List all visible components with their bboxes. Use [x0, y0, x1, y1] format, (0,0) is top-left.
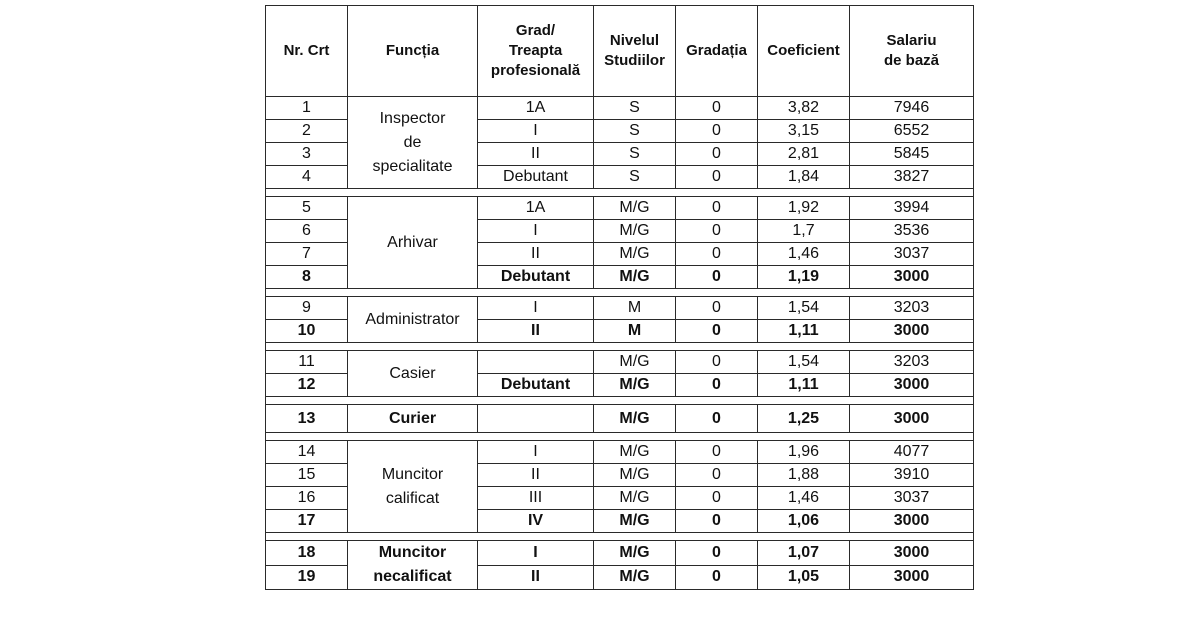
header-salariu: Salariu de bază [850, 6, 974, 97]
separator-cell [266, 533, 974, 541]
cell-nivel: M/G [594, 441, 676, 464]
cell-nivel: M/G [594, 510, 676, 533]
cell-nivel: S [594, 166, 676, 189]
cell-nivel: S [594, 97, 676, 120]
cell-gradatia: 0 [676, 297, 758, 320]
cell-nr: 14 [266, 441, 348, 464]
cell-coeficient: 1,05 [758, 565, 850, 590]
table-row [266, 197, 974, 220]
cell-nr: 9 [266, 297, 348, 320]
cell-nivel: M/G [594, 266, 676, 289]
cell-grad: I [478, 120, 594, 143]
cell-grad: II [478, 243, 594, 266]
cell-salariu: 3203 [850, 351, 974, 374]
cell-coeficient: 1,54 [758, 297, 850, 320]
cell-salariu: 3000 [850, 374, 974, 397]
cell-salariu: 3000 [850, 541, 974, 566]
cell-coeficient: 1,88 [758, 464, 850, 487]
cell-coeficient: 1,46 [758, 243, 850, 266]
cell-nr: 10 [266, 320, 348, 343]
cell-salariu: 3827 [850, 166, 974, 189]
cell-salariu: 3000 [850, 320, 974, 343]
salary-table [265, 5, 974, 590]
cell-nr: 19 [266, 565, 348, 590]
cell-salariu: 3994 [850, 197, 974, 220]
cell-grad: III [478, 487, 594, 510]
group-separator [266, 533, 974, 541]
cell-grad: 1A [478, 97, 594, 120]
cell-nivel: M/G [594, 565, 676, 590]
cell-grad: Debutant [478, 374, 594, 397]
cell-gradatia: 0 [676, 487, 758, 510]
cell-nr: 16 [266, 487, 348, 510]
cell-grad: 1A [478, 197, 594, 220]
cell-salariu: 3203 [850, 297, 974, 320]
cell-grad: I [478, 541, 594, 566]
cell-coeficient: 2,81 [758, 143, 850, 166]
cell-nivel: M/G [594, 374, 676, 397]
cell-grad: II [478, 565, 594, 590]
cell-gradatia: 0 [676, 374, 758, 397]
cell-coeficient: 1,84 [758, 166, 850, 189]
cell-gradatia: 0 [676, 541, 758, 566]
cell-function-muncitor-necalificat: Muncitor necalificat [348, 541, 478, 590]
cell-grad: II [478, 320, 594, 343]
cell-grad [478, 405, 594, 433]
cell-nr: 12 [266, 374, 348, 397]
cell-gradatia: 0 [676, 351, 758, 374]
cell-nr: 7 [266, 243, 348, 266]
cell-salariu: 3910 [850, 464, 974, 487]
cell-gradatia: 0 [676, 266, 758, 289]
cell-nivel: S [594, 143, 676, 166]
table-row [266, 441, 974, 464]
cell-coeficient: 1,11 [758, 374, 850, 397]
cell-nivel: M [594, 297, 676, 320]
cell-gradatia: 0 [676, 565, 758, 590]
cell-salariu: 3000 [850, 405, 974, 433]
cell-nivel: M [594, 320, 676, 343]
cell-grad: I [478, 220, 594, 243]
cell-salariu: 3037 [850, 487, 974, 510]
cell-gradatia: 0 [676, 97, 758, 120]
cell-gradatia: 0 [676, 243, 758, 266]
cell-salariu: 4077 [850, 441, 974, 464]
cell-gradatia: 0 [676, 197, 758, 220]
cell-gradatia: 0 [676, 510, 758, 533]
cell-coeficient: 1,11 [758, 320, 850, 343]
header-gradatia: Gradația [676, 6, 758, 97]
cell-nr: 15 [266, 464, 348, 487]
cell-salariu: 3536 [850, 220, 974, 243]
cell-coeficient: 1,96 [758, 441, 850, 464]
cell-gradatia: 0 [676, 320, 758, 343]
table-row [266, 405, 974, 433]
group-separator [266, 397, 974, 405]
cell-coeficient: 1,07 [758, 541, 850, 566]
table-row [266, 351, 974, 374]
cell-salariu: 5845 [850, 143, 974, 166]
cell-function-arhivar: Arhivar [348, 197, 478, 289]
header-grad: Grad/ Treapta profesională [478, 6, 594, 97]
cell-gradatia: 0 [676, 464, 758, 487]
table-row [266, 541, 974, 566]
cell-grad: Debutant [478, 166, 594, 189]
cell-nivel: M/G [594, 351, 676, 374]
cell-salariu: 7946 [850, 97, 974, 120]
cell-grad: I [478, 297, 594, 320]
cell-salariu: 3000 [850, 565, 974, 590]
cell-nr: 6 [266, 220, 348, 243]
cell-grad: I [478, 441, 594, 464]
cell-gradatia: 0 [676, 143, 758, 166]
cell-gradatia: 0 [676, 405, 758, 433]
cell-nivel: M/G [594, 197, 676, 220]
cell-coeficient: 3,15 [758, 120, 850, 143]
header-row [266, 6, 974, 97]
cell-gradatia: 0 [676, 220, 758, 243]
cell-function-casier: Casier [348, 351, 478, 397]
cell-nivel: M/G [594, 487, 676, 510]
cell-coeficient: 1,54 [758, 351, 850, 374]
table-row [266, 97, 974, 120]
cell-nr: 13 [266, 405, 348, 433]
cell-nivel: M/G [594, 243, 676, 266]
cell-nivel: S [594, 120, 676, 143]
cell-salariu: 6552 [850, 120, 974, 143]
cell-nr: 3 [266, 143, 348, 166]
cell-function-inspector: Inspector de specialitate [348, 97, 478, 189]
cell-coeficient: 1,92 [758, 197, 850, 220]
cell-gradatia: 0 [676, 166, 758, 189]
cell-salariu: 3000 [850, 266, 974, 289]
cell-grad [478, 351, 594, 374]
cell-grad: II [478, 464, 594, 487]
cell-grad: IV [478, 510, 594, 533]
cell-coeficient: 1,06 [758, 510, 850, 533]
header-nivel: Nivelul Studiilor [594, 6, 676, 97]
table-row [266, 297, 974, 320]
group-separator [266, 189, 974, 197]
cell-nr: 17 [266, 510, 348, 533]
cell-gradatia: 0 [676, 441, 758, 464]
header-functia: Funcția [348, 6, 478, 97]
cell-nivel: M/G [594, 220, 676, 243]
cell-nivel: M/G [594, 541, 676, 566]
group-separator [266, 289, 974, 297]
cell-nivel: M/G [594, 405, 676, 433]
separator-cell [266, 397, 974, 405]
separator-cell [266, 189, 974, 197]
header-nr-crt: Nr. Crt [266, 6, 348, 97]
separator-cell [266, 289, 974, 297]
separator-cell [266, 433, 974, 441]
cell-function-curier: Curier [348, 405, 478, 433]
separator-cell [266, 343, 974, 351]
header-coeficient: Coeficient [758, 6, 850, 97]
cell-function-administrator: Administrator [348, 297, 478, 343]
cell-nivel: M/G [594, 464, 676, 487]
group-separator [266, 433, 974, 441]
cell-salariu: 3037 [850, 243, 974, 266]
cell-salariu: 3000 [850, 510, 974, 533]
cell-function-muncitor-calificat: Muncitor calificat [348, 441, 478, 533]
cell-nr: 18 [266, 541, 348, 566]
cell-nr: 2 [266, 120, 348, 143]
cell-nr: 11 [266, 351, 348, 374]
cell-grad: II [478, 143, 594, 166]
cell-nr: 4 [266, 166, 348, 189]
group-separator [266, 343, 974, 351]
cell-nr: 8 [266, 266, 348, 289]
salary-table-document [265, 5, 973, 621]
cell-coeficient: 1,19 [758, 266, 850, 289]
cell-gradatia: 0 [676, 120, 758, 143]
cell-grad: Debutant [478, 266, 594, 289]
cell-nr: 5 [266, 197, 348, 220]
cell-nr: 1 [266, 97, 348, 120]
cell-coeficient: 1,46 [758, 487, 850, 510]
cell-coeficient: 1,25 [758, 405, 850, 433]
cell-coeficient: 3,82 [758, 97, 850, 120]
cell-coeficient: 1,7 [758, 220, 850, 243]
